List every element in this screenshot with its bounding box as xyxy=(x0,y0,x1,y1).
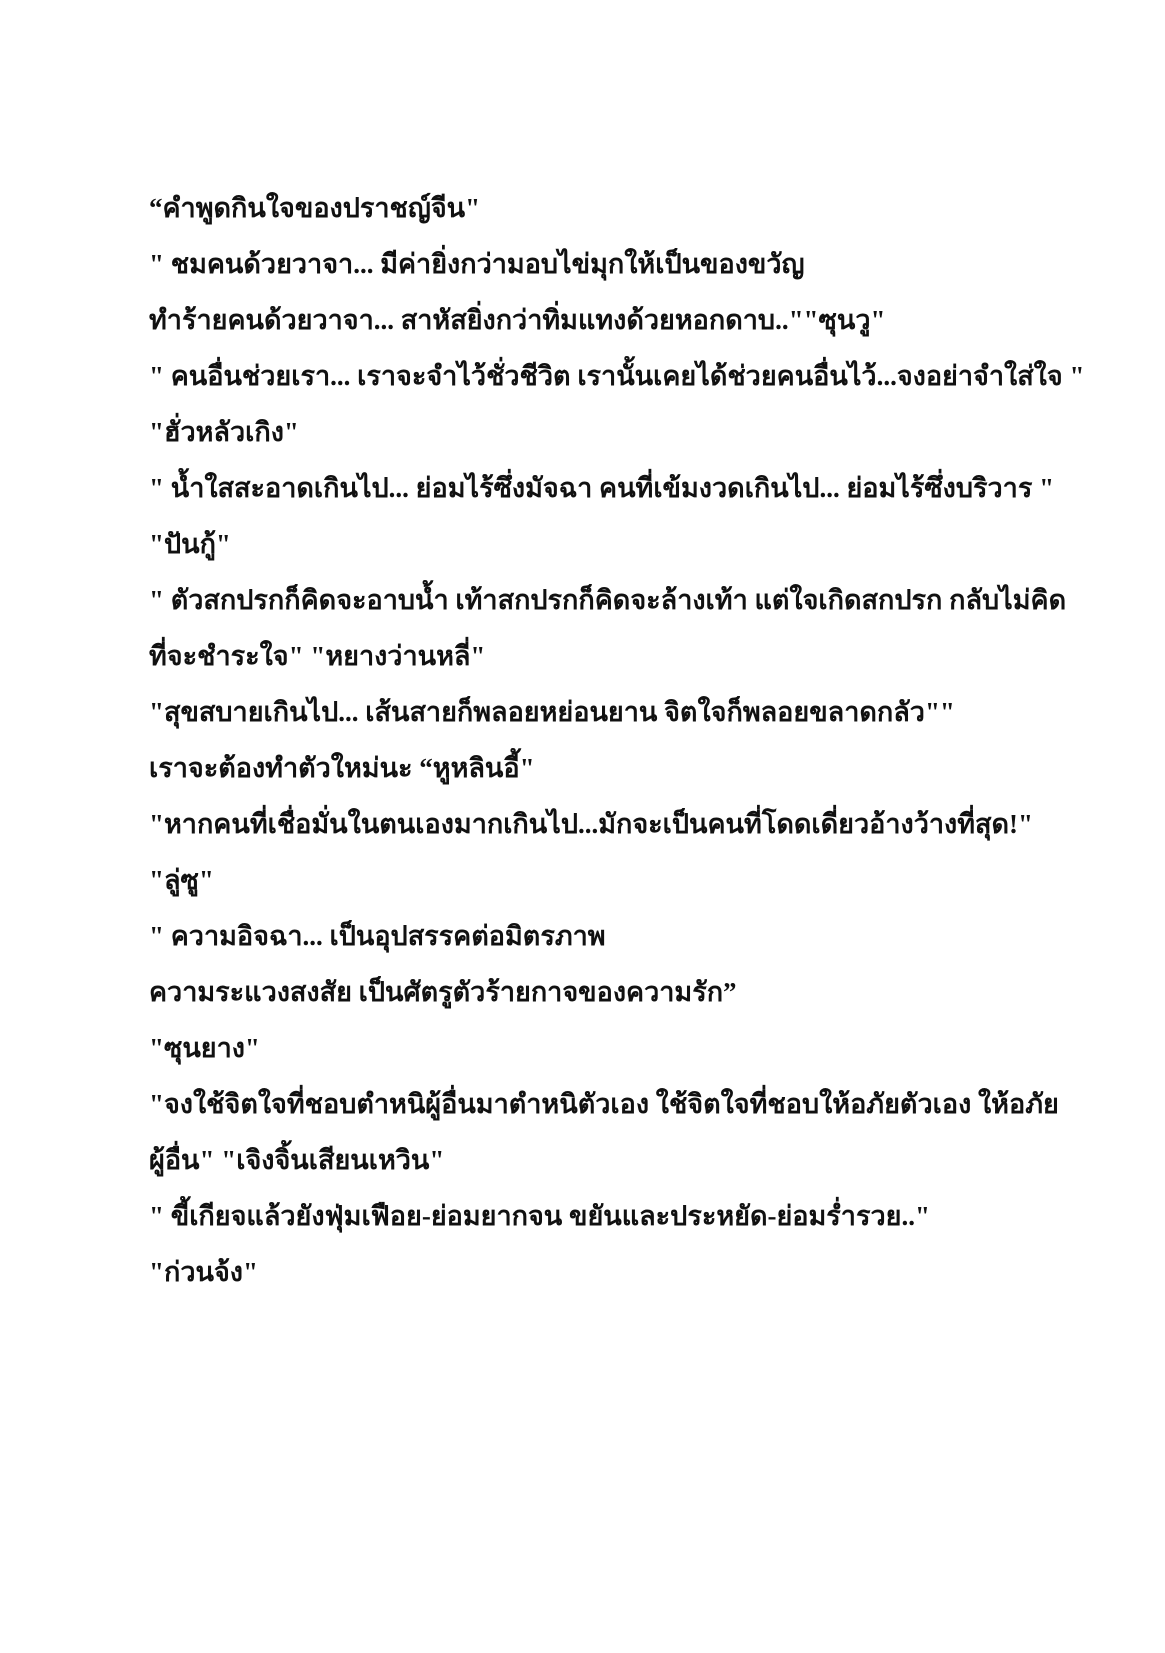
text-line: " ความอิจฉา... เป็นอุปสรรคต่อมิตรภาพ xyxy=(149,921,606,951)
text-line: ทำร้ายคนด้วยวาจา... สาหัสยิ่งกว่าทิ่มแทงด้วยหอกดาบ..""ซุนวู" xyxy=(149,305,886,335)
text-line: " ชมคนด้วยวาจา... มีค่ายิ่งกว่ามอบไข่มุกให้เป็นของขวัญ xyxy=(149,249,805,279)
text-line: ผู้อื่น" "เจิงจิ้นเสียนเหวิน" xyxy=(149,1145,445,1175)
text-line: เราจะต้องทำตัวใหม่นะ “หูหลินอี้" xyxy=(149,753,535,783)
text-line: " ตัวสกปรกก็คิดจะอาบน้ำ เท้าสกปรกก็คิดจะล้างเท้า แต่ใจเกิดสกปรก กลับไม่คิด xyxy=(149,585,1067,615)
document-body xyxy=(149,180,1085,1300)
text-line: "ฮั่วหลัวเกิง" xyxy=(149,417,299,447)
text-line: " ขี้เกียจแล้วยังฟุ่มเฟือย-ย่อมยากจน ขยันและประหยัด-ย่อมร่ำรวย.." xyxy=(149,1201,930,1231)
text-line: "ลู่ซู" xyxy=(149,865,214,895)
title-line: “คำพูดกินใจของปราชญ์จีน" xyxy=(149,193,481,223)
text-line: "หากคนที่เชื่อมั่นในตนเองมากเกินไป...มักจะเป็นคนที่โดดเดี่ยวอ้างว้างที่สุด!" xyxy=(149,809,1033,839)
text-line: ที่จะชำระใจ" "หยางว่านหลี่" xyxy=(149,641,486,671)
text-line: " น้ำใสสะอาดเกินไป... ย่อมไร้ซึ่งมัจฉา คนที่เข้มงวดเกินไป... ย่อมไร้ซึ่งบริวาร " xyxy=(149,473,1055,503)
text-line: " คนอื่นช่วยเรา... เราจะจำไว้ชั่วชีวิต เรานั้นเคยได้ช่วยคนอื่นไว้...จงอย่าจำใส่ใจ " xyxy=(149,361,1085,391)
text-line: "จงใช้จิตใจที่ชอบตำหนิผู้อื่นมาตำหนิตัวเอง ใช้จิตใจที่ชอบให้อภัยตัวเอง ให้อภัย xyxy=(149,1089,1059,1119)
text-line: "ก่วนจ้ง" xyxy=(149,1257,258,1287)
text-line: "ปันกู้" xyxy=(149,529,231,559)
text-line: "สุขสบายเกินไป... เส้นสายก็พลอยหย่อนยาน จิตใจก็พลอยขลาดกลัว"" xyxy=(149,697,955,727)
text-line: ความระแวงสงสัย เป็นศัตรูตัวร้ายกาจของความรัก” xyxy=(149,977,737,1007)
text-line: "ซุนยาง" xyxy=(149,1033,260,1063)
